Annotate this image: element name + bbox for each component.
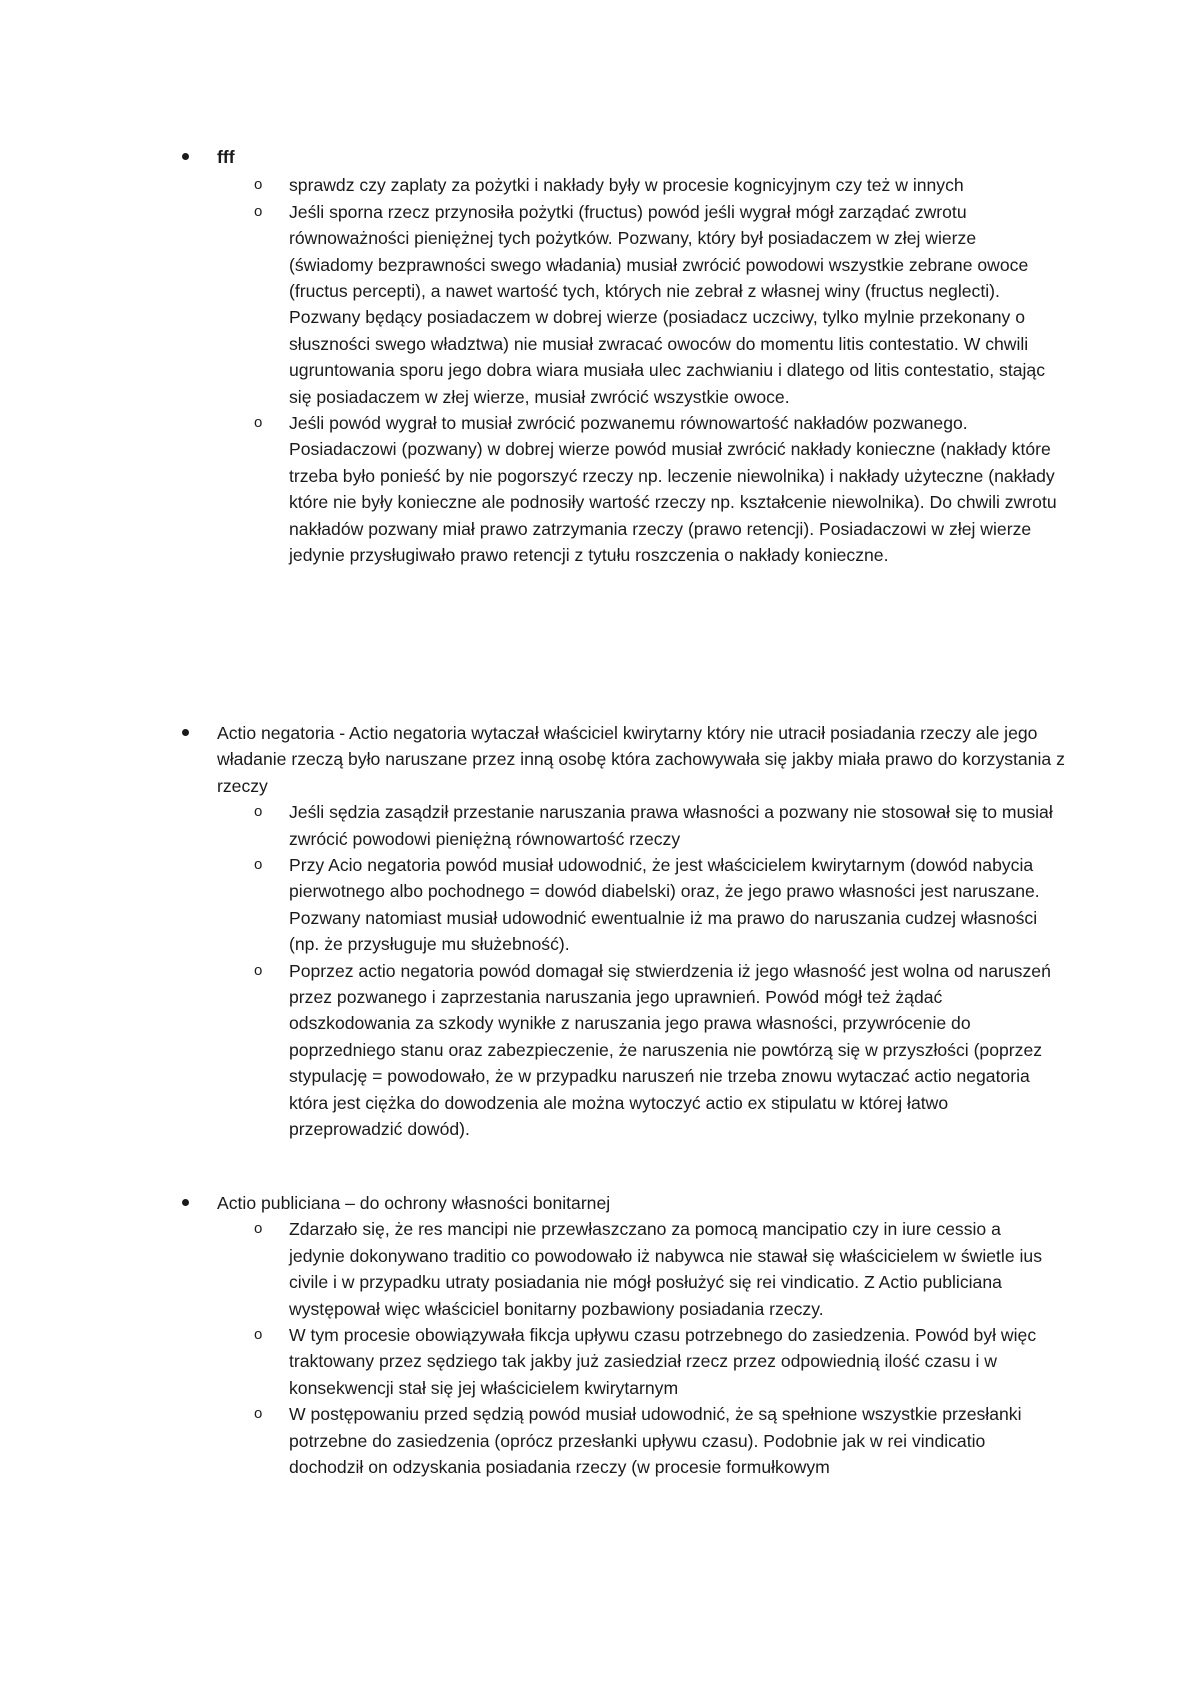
- sub-item-text: Jeśli sporna rzecz przynosiła pożytki (fructus) powód jeśli wygrał mógł zarządać zwrotu równoważności pieniężnej tych pożytków. Pozwany, który był posiadaczem w złej wierze (świadomy bezprawności swego władania) musiał zwrócić powodowi wszystkie zebrane owoce (fructus percepti), a nawet wartość tych, których nie zebrał z własnej winy (fructus neglecti). Pozwany będący posiadaczem w dobrej wierze (posiadacz uczciwy, tylko mylnie przekonany o słuszności swego władztwa) nie musiał zwracać owoców do momentu litis contestatio. W chwili ugruntowania sporu jego dobra wiara musiała ulec zachwianiu i dlatego od litis contestatio, stając się posiadaczem w złej wierze, musiał zwrócić wszystkie owoce.: [289, 201, 1045, 407]
- sub-bullet-marker: o: [254, 1220, 263, 1238]
- sub-item-text: Poprzez actio negatoria powód domagał się stwierdzenia iż jego własność jest wolna od naruszeń przez pozwanego i zaprzestania naruszania jego uprawnień. Powód mógł też żądać odszkodowania za szkody wynikłe z naruszania jego prawa własności, przywrócenie do poprzedniego stanu oraz zabezpieczenie, że naruszenia nie powtórzą się w przyszłości (poprzez stypulację = powodowało, że w przypadku naruszeń nie trzeba znowu wytaczać actio negatoria która jest ciężka do dowodzenia ale można wytoczyć actio ex stipulatu w której łatwo przeprowadzić dowód).: [289, 960, 1051, 1140]
- sub-item: [0, 1401, 1059, 1480]
- sub-item-text: Zdarzało się, że res mancipi nie przewłaszczano za pomocą mancipatio czy in iure cessio a jedynie dokonywano traditio co powodowało iż nabywca nie stawał się właścicielem w świetle ius civile i w przypadku utraty posiadania nie mógł posłużyć się rei vindicatio. Z Actio publiciana występował więc właściciel bonitarny pozbawiony posiadania rzeczy.: [289, 1219, 1042, 1319]
- sub-item: [0, 852, 1059, 958]
- sub-item-text: Jeśli sędzia zasądził przestanie naruszania prawa własności a pozwany nie stosował się to musiał zwrócić powodowi pieniężną równowartość rzeczy: [289, 802, 1053, 849]
- section-title: Actio publiciana – do ochrony własności bonitarnej: [217, 1193, 611, 1213]
- bullet-dot: [182, 153, 189, 160]
- sub-item: [0, 958, 1059, 1143]
- bullet-item: [0, 144, 1077, 170]
- section-title: Actio negatoria - Actio negatoria wytaczał właściciel kwirytarny który nie utracił posiadania rzeczy ale jego władanie rzeczą było naruszane przez inną osobę która zachowywała się jakby miała prawo do korzystania z rzeczy: [217, 723, 1065, 796]
- section-fff: [0, 144, 1200, 569]
- sub-item-text: sprawdz czy zaplaty za pożytki i nakłady były w procesie kognicyjnym czy też w innych: [289, 175, 964, 196]
- bullet-dot: [182, 1199, 189, 1206]
- sub-item-text: W postępowaniu przed sędzią powód musiał udowodnić, że są spełnione wszystkie przesłanki potrzebne do zasiedzenia (oprócz przesłanki upływu czasu). Podobnie jak w rei vindicatio dochodził on odzyskania posiadania rzeczy (w procesie formułkowym: [289, 1404, 1022, 1478]
- sub-item-text: Przy Acio negatoria powód musiał udowodnić, że jest właścicielem kwirytarnym (dowód nabycia pierwotnego albo pochodnego = dowód diabelski) oraz, że jego prawo własności jest naruszane. Pozwany natomiast musiał udowodnić ewentualnie iż ma prawo do naruszania cudzej własności (np. że przysługuje mu służebność).: [289, 855, 1040, 955]
- bullet-item: [0, 720, 1077, 799]
- sub-item-text: W tym procesie obowiązywała fikcja upływu czasu potrzebnego do zasiedzenia. Powód był więc traktowany przez sędziego tak jakby już zasiedział rzecz przez odpowiednią ilość czasu i w konsekwencji stał się jej właścicielem kwirytarnym: [289, 1325, 1037, 1398]
- sub-item: [0, 172, 1059, 198]
- sub-item-text: Jeśli powód wygrał to musiał zwrócić pozwanemu równowartość nakładów pozwanego. Posiadaczowi (pozwany) w dobrej wierze powód musiał zwrócić nakłady konieczne (nakłady które trzeba było ponieść by nie pogorszyć rzeczy np. leczenie niewolnika) i nakłady użyteczne (nakłady które nie były konieczne ale podnosiły wartość rzeczy np. kształcenie niewolnika). Do chwili zwrotu nakładów pozwany miał prawo zatrzymania rzeczy (prawo retencji). Posiadaczowi w złej wierze jedynie przysługiwało prawo retencji z tytułu roszczenia o nakłady konieczne.: [289, 413, 1057, 566]
- section-actio-negatoria: [0, 720, 1200, 1143]
- sub-item: [0, 1322, 1059, 1401]
- sub-bullet-marker: o: [254, 1326, 263, 1344]
- sub-item: [0, 410, 1059, 568]
- sub-bullet-marker: o: [254, 803, 263, 821]
- sub-bullet-marker: o: [254, 202, 263, 220]
- sub-item: [0, 1216, 1059, 1322]
- sub-bullet-marker: o: [254, 961, 263, 979]
- sub-item: [0, 799, 1059, 852]
- section-actio-publiciana: [0, 1190, 1200, 1480]
- section-title: fff: [217, 147, 235, 167]
- bullet-item: [0, 1190, 1077, 1216]
- sub-item: [0, 199, 1059, 410]
- bullet-dot: [182, 729, 189, 736]
- sub-bullet-marker: o: [254, 1405, 263, 1423]
- sub-bullet-marker: o: [254, 856, 263, 874]
- sub-bullet-marker: o: [254, 176, 263, 194]
- sub-bullet-marker: o: [254, 414, 263, 432]
